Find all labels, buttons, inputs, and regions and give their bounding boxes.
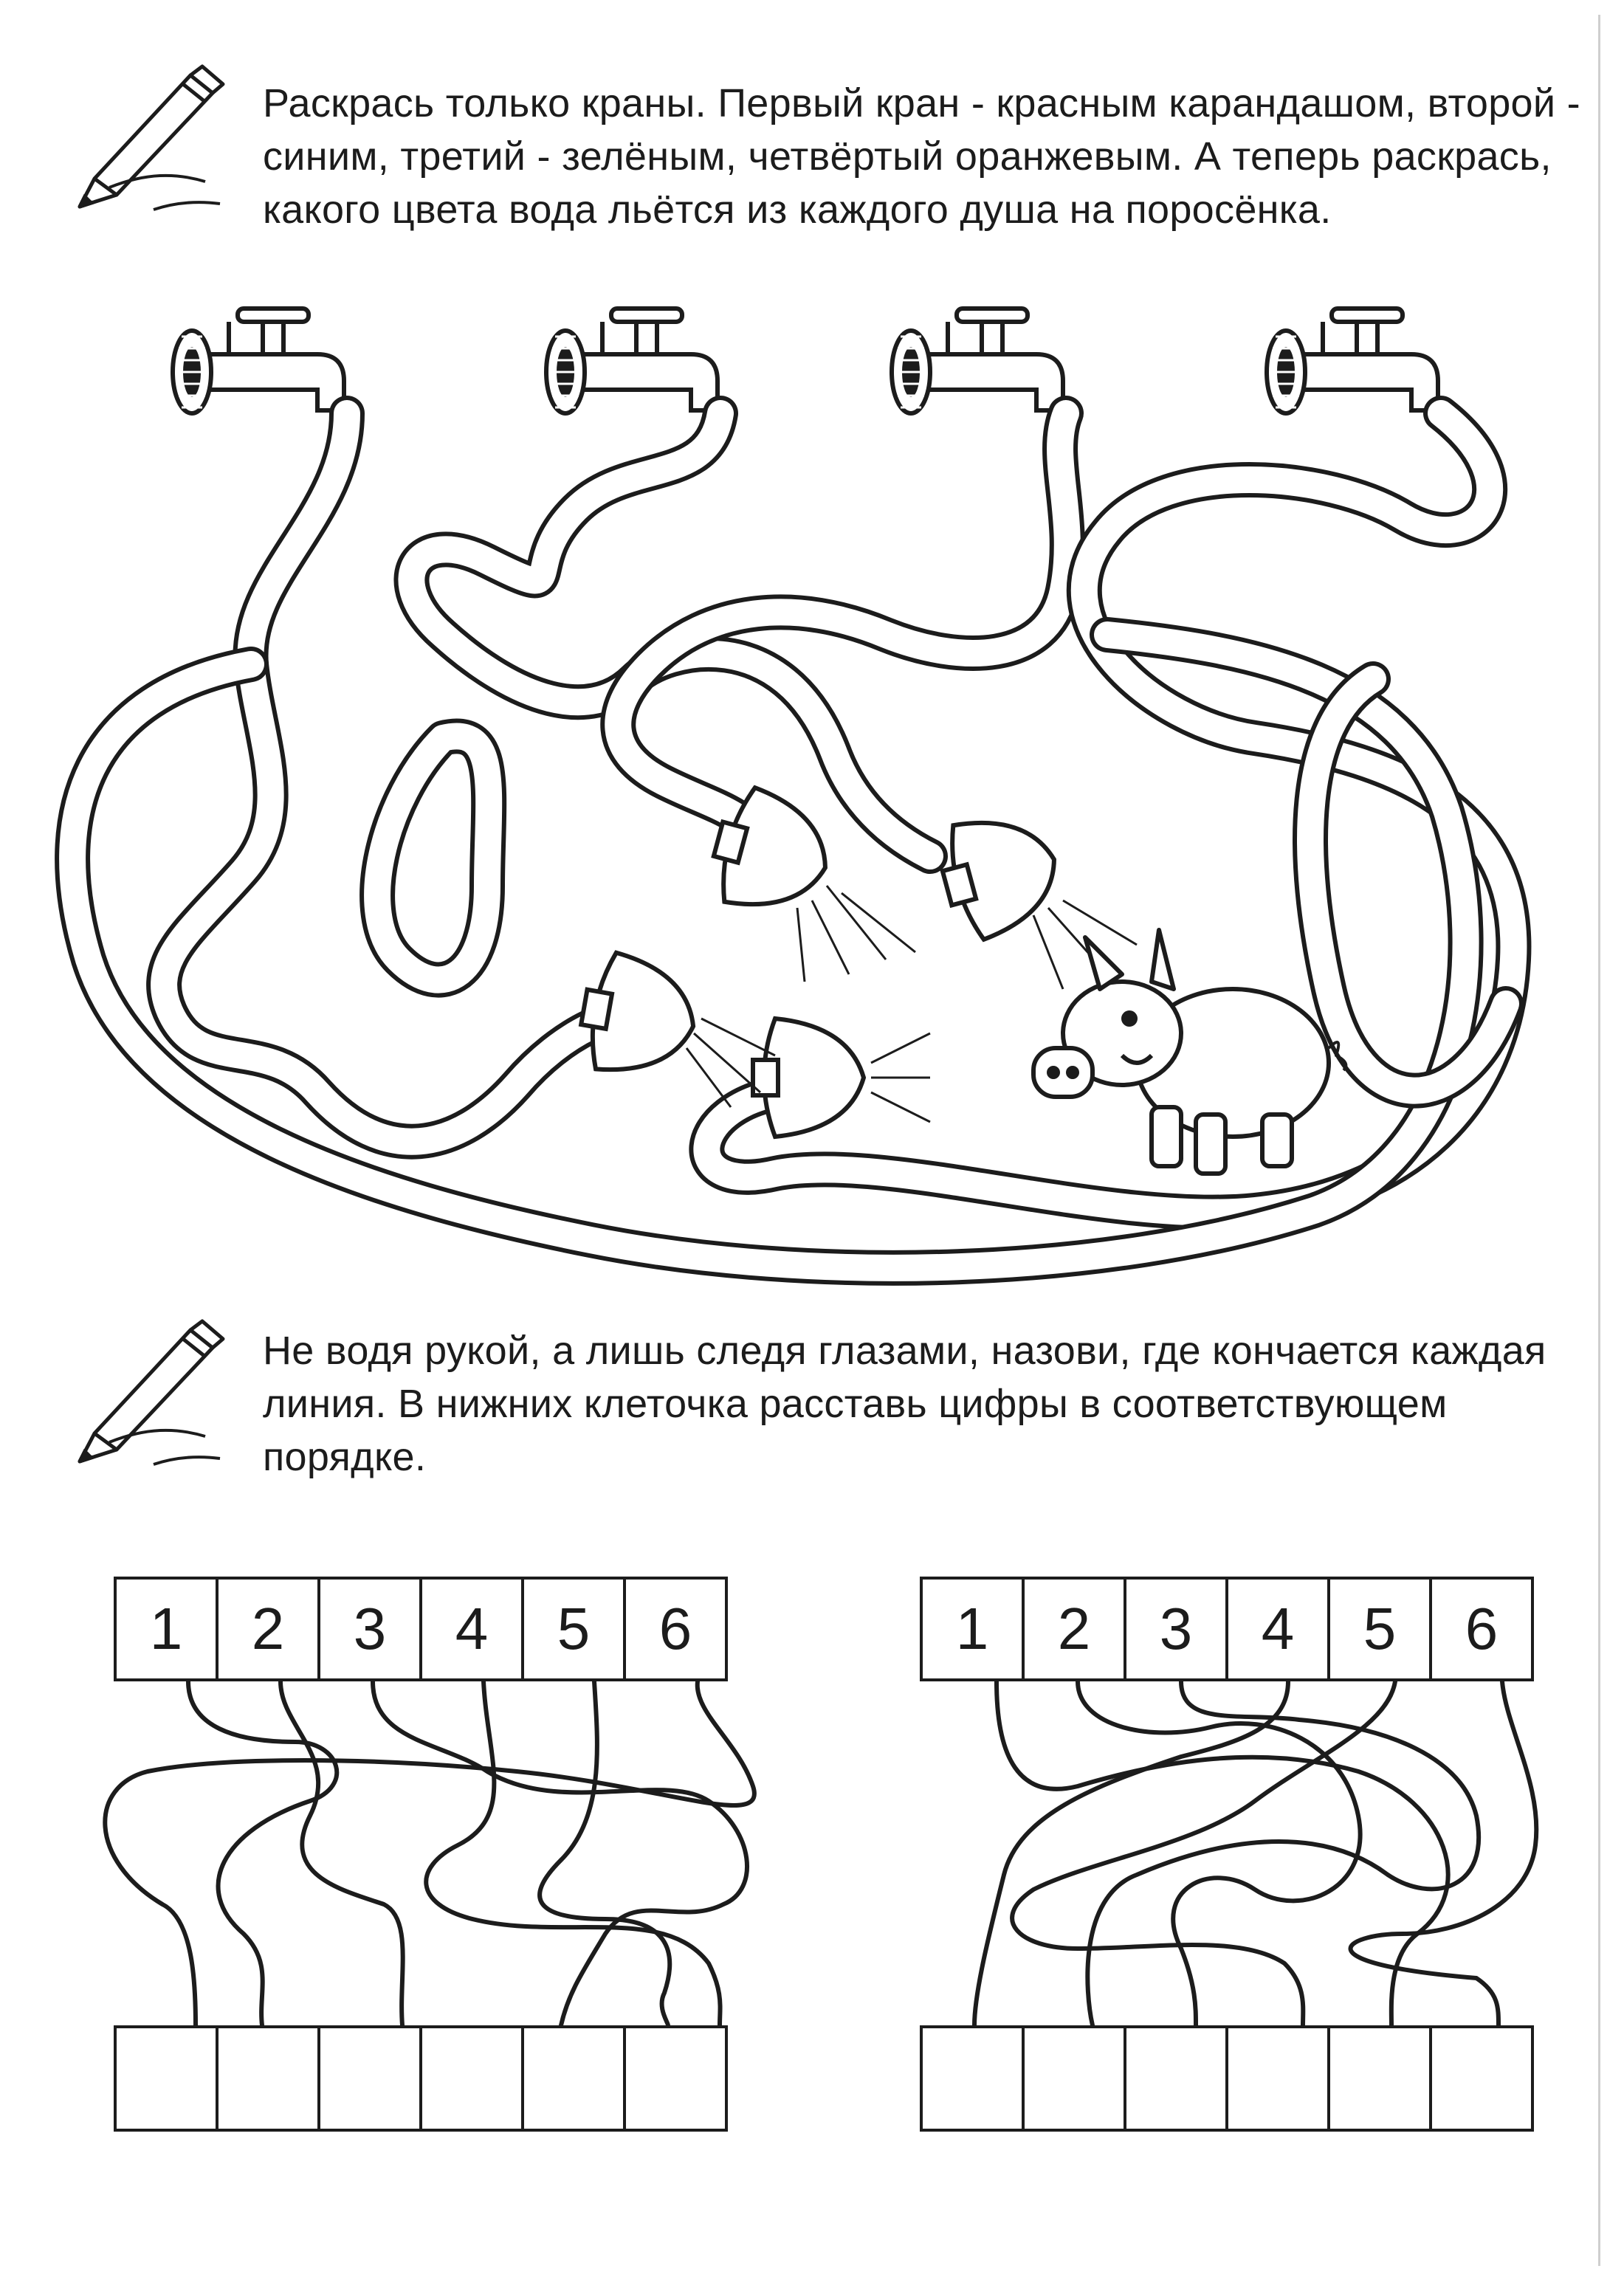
right-answer-cell[interactable]: [1022, 2025, 1126, 2132]
left-number-cell: 5: [521, 1577, 626, 1681]
pencil-icon: [65, 1317, 242, 1479]
right-answer-row: [923, 2025, 1534, 2132]
left-answer-row: [117, 2025, 728, 2132]
right-number-cell: 6: [1429, 1577, 1534, 1681]
faucet-icon-2[interactable]: [546, 309, 718, 413]
right-answer-cell[interactable]: [920, 2025, 1025, 2132]
right-number-cell: 3: [1124, 1577, 1228, 1681]
right-number-cell: 2: [1022, 1577, 1126, 1681]
left-answer-cell[interactable]: [317, 2025, 422, 2132]
left-answer-cell[interactable]: [216, 2025, 320, 2132]
left-number-cell: 1: [114, 1577, 219, 1681]
right-answer-cell[interactable]: [1429, 2025, 1534, 2132]
right-number-cell: 1: [920, 1577, 1025, 1681]
faucet-icon-1[interactable]: [173, 309, 344, 413]
left-answer-cell[interactable]: [419, 2025, 524, 2132]
right-number-row: [923, 1577, 1534, 1681]
right-answer-cell[interactable]: [1327, 2025, 1432, 2132]
shower-head-icon-3[interactable]: [574, 949, 703, 1085]
right-number-cell: 4: [1225, 1577, 1330, 1681]
left-number-cell: 6: [623, 1577, 728, 1681]
left-number-cell: 2: [216, 1577, 320, 1681]
left-number-cell: 4: [419, 1577, 524, 1681]
shower-head-icon-2[interactable]: [932, 802, 1069, 945]
left-answer-cell[interactable]: [114, 2025, 219, 2132]
right-answer-cell[interactable]: [1124, 2025, 1228, 2132]
faucet-icon-4[interactable]: [1267, 309, 1438, 413]
right-answer-cell[interactable]: [1225, 2025, 1330, 2132]
left-answer-cell[interactable]: [521, 2025, 626, 2132]
task1-instruction: Раскрась только краны. Первый кран - красным карандашом, второй - синим, третий - зелёным, четвёртый оранжевым. А теперь раскрась, какого цвета вода льётся из каждого душа на поросёнка.: [263, 81, 1580, 232]
shower-head-icon-4[interactable]: [753, 1019, 864, 1137]
task2-instruction: Не водя рукой, а лишь следя глазами, назови, где кончается каждая линия. В нижних клеточка расставь цифры в соответствующем порядке.: [263, 1329, 1546, 1479]
left-answer-cell[interactable]: [623, 2025, 728, 2132]
right-number-cell: 5: [1327, 1577, 1432, 1681]
pig-icon[interactable]: [1033, 930, 1346, 1174]
left-number-row: [117, 1577, 728, 1681]
left-number-cell: 3: [317, 1577, 422, 1681]
faucet-icon-3[interactable]: [892, 309, 1063, 413]
